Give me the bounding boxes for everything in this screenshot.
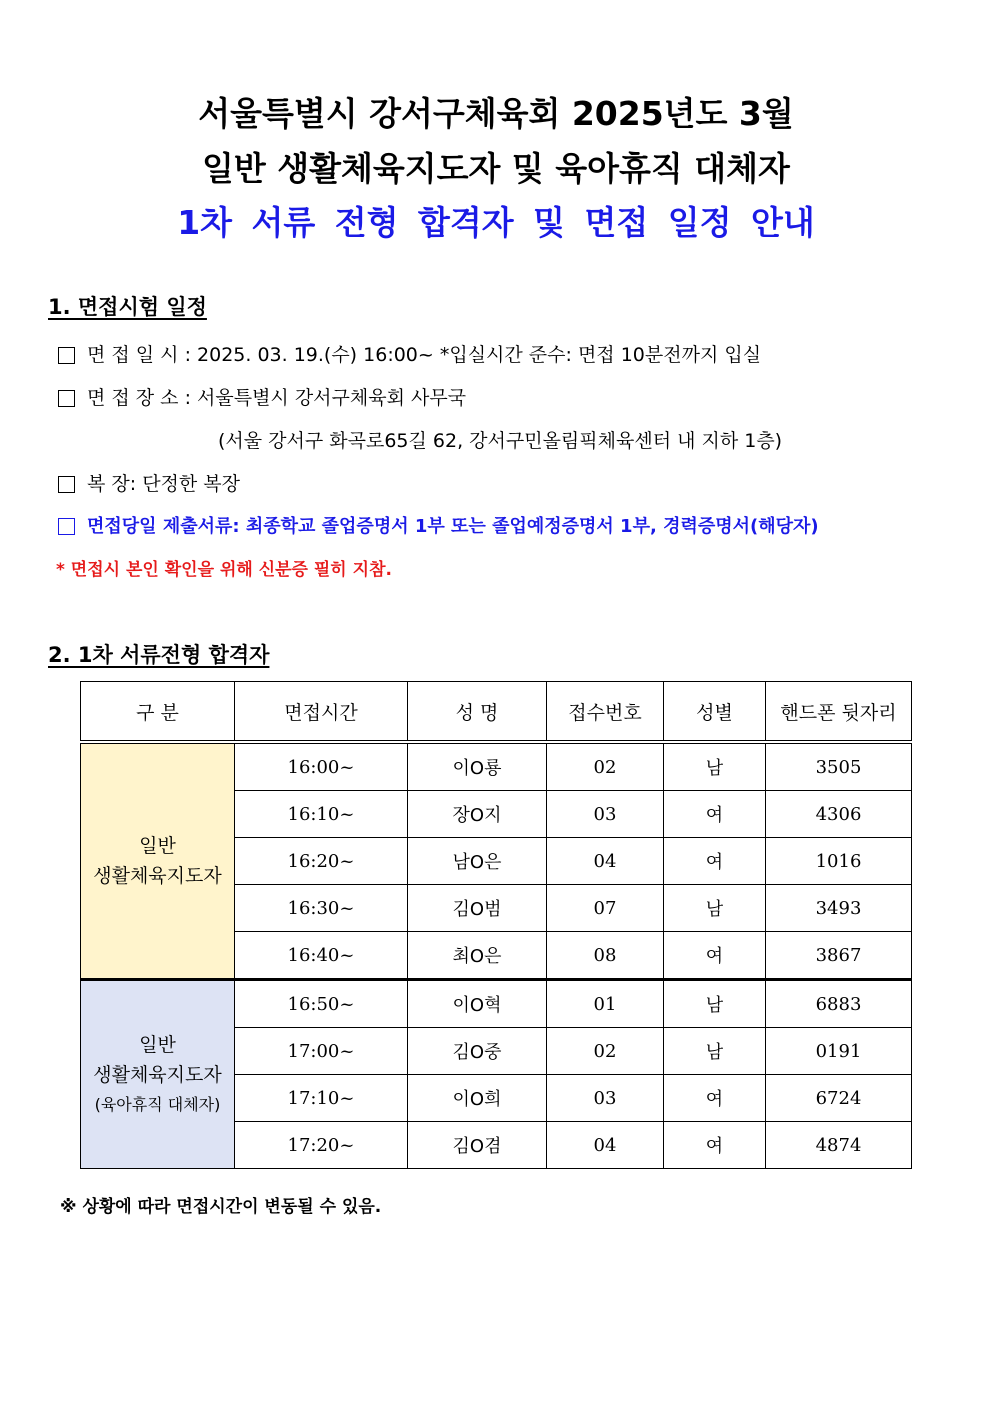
cell-time: 16:10~ (235, 791, 408, 838)
cell-number: 04 (547, 838, 664, 885)
cell-phone: 6724 (766, 1075, 912, 1122)
section-1-heading-text: 1. 면접시험 일정 (48, 295, 207, 319)
header-time: 면접시간 (235, 682, 408, 741)
cell-name: 김O범 (408, 885, 547, 932)
section-2-heading-text: 2. 1차 서류전형 합격자 (48, 643, 270, 667)
cell-gender: 남 (664, 980, 766, 1028)
cell-name: 장O지 (408, 791, 547, 838)
cell-name: 이O희 (408, 1075, 547, 1122)
cell-time: 17:10~ (235, 1075, 408, 1122)
interview-place-text: 면 접 장 소 : 서울특별시 강서구체육회 사무국 (87, 387, 467, 409)
cell-phone: 3493 (766, 885, 912, 932)
cell-time: 16:00~ (235, 744, 408, 791)
checkbox-icon (58, 518, 75, 535)
cell-time: 17:00~ (235, 1028, 408, 1075)
documents-text: 면접당일 제출서류: 최종학교 졸업증명서 1부 또는 졸업예정증명서 1부, 경력증명서(해당자) (87, 516, 819, 537)
dress-code-line (58, 469, 240, 496)
cell-gender: 남 (664, 744, 766, 791)
passers-table (80, 681, 912, 1169)
cell-gender: 여 (664, 932, 766, 980)
cell-phone: 1016 (766, 838, 912, 885)
cell-name: 김O중 (408, 1028, 547, 1075)
cell-name: 이O혁 (408, 980, 547, 1028)
interview-datetime-line (58, 340, 761, 367)
checkbox-icon (58, 476, 75, 493)
group-2-label-line-1: 일반 (139, 1033, 176, 1056)
cell-phone: 6883 (766, 980, 912, 1028)
cell-number: 04 (547, 1122, 664, 1169)
cell-gender: 여 (664, 838, 766, 885)
cell-number: 01 (547, 980, 664, 1028)
cell-phone: 0191 (766, 1028, 912, 1075)
interview-place-line (58, 383, 466, 410)
group-1-label-line-1: 일반 (139, 835, 176, 857)
cell-phone: 3867 (766, 932, 912, 980)
group-2-label-line-3: (육아휴직 대체자) (94, 1094, 221, 1114)
title-line-1: 서울특별시 강서구체육회 2025년도 3월 (198, 94, 794, 133)
header-phone: 핸드폰 뒷자리 (766, 682, 912, 741)
cell-time: 17:20~ (235, 1122, 408, 1169)
dress-code-text: 복 장: 단정한 복장 (87, 473, 240, 495)
table-row (81, 980, 912, 1028)
cell-phone: 4874 (766, 1122, 912, 1169)
checkbox-icon (58, 347, 75, 364)
cell-gender: 여 (664, 791, 766, 838)
cell-name: 이O룡 (408, 744, 547, 791)
cell-time: 16:40~ (235, 932, 408, 980)
cell-phone: 3505 (766, 744, 912, 791)
header-name: 성 명 (408, 682, 547, 741)
cell-number: 03 (547, 791, 664, 838)
group-2-label (81, 980, 235, 1169)
interview-address: (서울 강서구 화곡로65길 62, 강서구민올림픽체육센터 내 지하 1층) (218, 430, 783, 452)
header-category: 구 분 (81, 682, 235, 741)
documents-line (58, 512, 819, 538)
cell-gender: 여 (664, 1122, 766, 1169)
cell-phone: 4306 (766, 791, 912, 838)
cell-gender: 남 (664, 1028, 766, 1075)
title-line-2: 일반 생활체육지도자 및 육아휴직 대체자 (202, 149, 790, 188)
footnote: ※ 상황에 따라 면접시간이 변동될 수 있음. (60, 1197, 382, 1217)
group-1-label (81, 744, 235, 980)
cell-number: 02 (547, 1028, 664, 1075)
header-gender: 성별 (664, 682, 766, 741)
cell-number: 02 (547, 744, 664, 791)
cell-gender: 여 (664, 1075, 766, 1122)
cell-number: 08 (547, 932, 664, 980)
cell-number: 03 (547, 1075, 664, 1122)
id-note: * 면접시 본인 확인을 위해 신분증 필히 지참. (56, 560, 392, 580)
cell-name: 남O은 (408, 838, 547, 885)
cell-gender: 남 (664, 885, 766, 932)
section-1-heading (48, 291, 207, 321)
header-number: 접수번호 (547, 682, 664, 741)
table-header-row (81, 682, 912, 741)
checkbox-icon (58, 390, 75, 407)
cell-name: 김O겸 (408, 1122, 547, 1169)
cell-time: 16:20~ (235, 838, 408, 885)
title-line-3: 1차 서류 전형 합격자 및 면접 일정 안내 (177, 203, 815, 242)
cell-name: 최O은 (408, 932, 547, 980)
cell-time: 16:50~ (235, 980, 408, 1028)
cell-time: 16:30~ (235, 885, 408, 932)
table-row (81, 744, 912, 791)
cell-number: 07 (547, 885, 664, 932)
interview-datetime-text: 면 접 일 시 : 2025. 03. 19.(수) 16:00~ *입실시간 준수: 면접 10분전까지 입실 (87, 344, 762, 366)
section-2-heading (48, 639, 269, 669)
group-1-label-line-2: 생활체육지도자 (93, 865, 222, 887)
group-2-label-line-2: 생활체육지도자 (93, 1063, 222, 1086)
